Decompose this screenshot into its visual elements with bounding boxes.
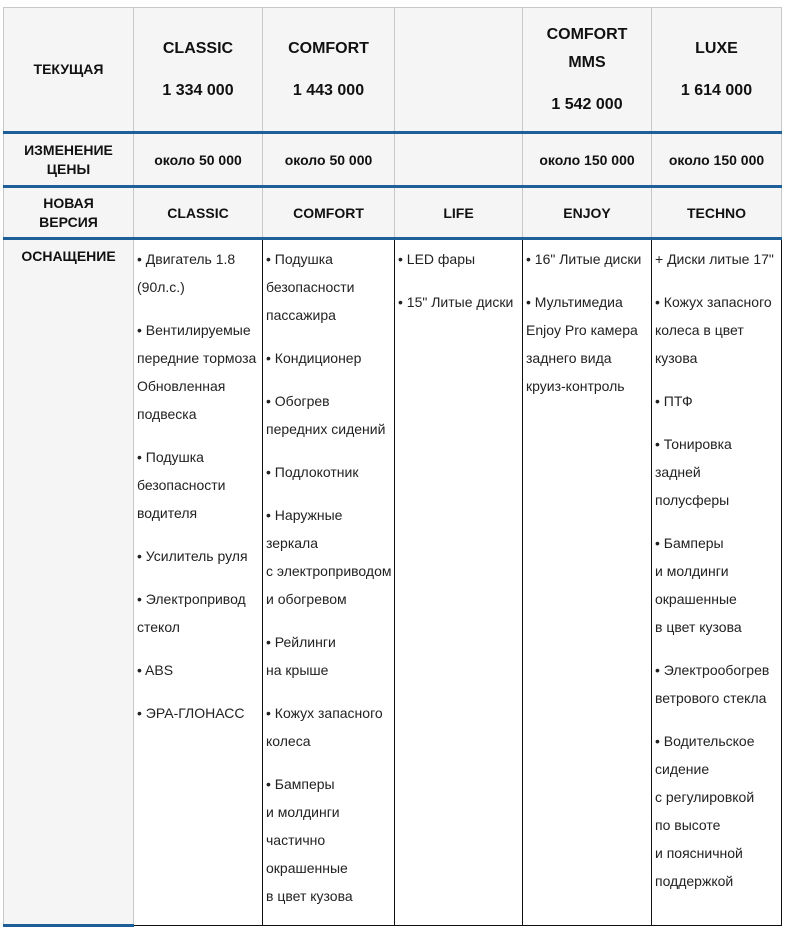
equipment-item-line: круиз-контроль xyxy=(526,378,625,394)
current-model-cell xyxy=(652,8,782,133)
equipment-cell xyxy=(134,239,263,926)
price-change-value: около 50 000 xyxy=(134,133,263,187)
equipment-item xyxy=(398,245,522,273)
equipment-item-line: • Кожух запасного xyxy=(266,705,383,721)
equipment-item-line: частично xyxy=(266,832,326,848)
equipment-item-line: кузова xyxy=(655,350,698,366)
equipment-list xyxy=(263,240,394,910)
equipment-item xyxy=(137,542,262,570)
equipment-item-line: стекол xyxy=(137,619,180,635)
equipment-item-line: • Усилитель руля xyxy=(137,548,248,564)
equipment-item-line: • Подлокотник xyxy=(266,464,359,480)
equipment-item-line: • 15" Литые диски xyxy=(398,294,514,310)
label-line: ВЕРСИЯ xyxy=(39,213,98,230)
equipment-item-line: и поясничной xyxy=(655,845,743,861)
new-version-name: LIFE xyxy=(395,187,523,239)
equipment-item-line: • Мультимедиа xyxy=(526,294,623,310)
equipment-item xyxy=(526,288,651,400)
equipment-item-line: задней xyxy=(655,464,701,480)
new-version-label xyxy=(4,194,133,232)
equipment-item-line: • ЭРА-ГЛОНАСС xyxy=(137,705,245,721)
equipment-item-line: • Обогрев xyxy=(266,393,330,409)
equipment-item-line: • Кондиционер xyxy=(266,350,362,366)
equipment-item xyxy=(526,245,651,273)
equipment-cell xyxy=(523,239,652,926)
equipment-item-line: • Тонировка xyxy=(655,436,732,452)
equipment-item-line: • Подушка xyxy=(137,449,204,465)
equipment-list xyxy=(523,240,651,400)
equipment-item-line: • Двигатель 1.8 xyxy=(137,251,236,267)
new-version-row xyxy=(4,187,782,239)
equipment-item xyxy=(655,529,781,641)
equipment-item xyxy=(266,387,394,443)
equipment-item-line: с электроприводом xyxy=(266,563,392,579)
new-version-name: ENJOY xyxy=(523,187,652,239)
equipment-item xyxy=(137,443,262,527)
label-line: ИЗМЕНЕНИЕ xyxy=(24,141,113,158)
equipment-item-line: колеса в цвет xyxy=(655,322,744,338)
equipment-item-line: в цвет кузова xyxy=(266,888,353,904)
equipment-item-line: подвеска xyxy=(137,406,197,422)
equipment-item-line: • Водительское xyxy=(655,733,755,749)
equipment-list xyxy=(395,240,522,316)
model-name: LUXE xyxy=(695,39,738,57)
equipment-cell xyxy=(395,239,523,926)
equipment-item-line: с регулировкой xyxy=(655,789,755,805)
equipment-item-line: + Диски литые 17" xyxy=(655,251,774,267)
equipment-item-line: и обогревом xyxy=(266,591,347,607)
equipment-list xyxy=(134,240,262,727)
label-line: ЦЕНЫ xyxy=(46,160,91,177)
equipment-item xyxy=(655,656,781,712)
price-change-label xyxy=(4,141,133,179)
equipment-item xyxy=(266,770,394,910)
equipment-item-line: зеркала xyxy=(266,535,319,551)
equipment-cell xyxy=(263,239,395,926)
equipment-item-line: окрашенные xyxy=(266,860,348,876)
equipment-item xyxy=(655,727,781,895)
equipment-item-line: (90л.с.) xyxy=(137,279,185,295)
equipment-item-line: по высоте xyxy=(655,817,721,833)
equipment-item xyxy=(137,316,262,428)
equipment-item xyxy=(655,288,781,372)
equipment-item-line: • ПТФ xyxy=(655,393,693,409)
equipment-item xyxy=(266,458,394,486)
equipment-item xyxy=(398,288,522,316)
model-name: COMFORT xyxy=(288,39,369,57)
equipment-item xyxy=(655,245,781,273)
equipment-item-line: передних сидений xyxy=(266,421,386,437)
equipment-item-line: ветрового стекла xyxy=(655,690,767,706)
equipment-item-line: • 16" Литые диски xyxy=(526,251,642,267)
equipment-item-line: водителя xyxy=(137,505,198,521)
equipment-item-line: поддержкой xyxy=(655,873,734,889)
equipment-item-line: и молдинги xyxy=(266,804,340,820)
equipment-item-line: полусферы xyxy=(655,492,730,508)
equipment-item-line: • Рейлинги xyxy=(266,634,336,650)
price-change-value: около 150 000 xyxy=(523,133,652,187)
equipment-item xyxy=(266,344,394,372)
equipment-item-line: безопасности xyxy=(266,279,355,295)
equipment-item-line: окрашенные xyxy=(655,591,737,607)
equipment-item xyxy=(137,245,262,301)
model-name: CLASSIC xyxy=(162,39,234,57)
equipment-item xyxy=(655,387,781,415)
equipment-cell xyxy=(652,239,782,926)
equipment-item xyxy=(266,699,394,755)
equipment-item-line: в цвет кузова xyxy=(655,619,742,635)
equipment-item-line: и молдинги xyxy=(655,563,729,579)
equipment-item-line: безопасности xyxy=(137,477,226,493)
equipment-item-line: • Электропривод xyxy=(137,591,246,607)
model-name: COMFORT xyxy=(546,25,628,43)
equipment-item-line: • Подушка xyxy=(266,251,333,267)
new-version-name: CLASSIC xyxy=(134,187,263,239)
equipment-item xyxy=(137,585,262,641)
model-price: 1 334 000 xyxy=(162,81,234,99)
new-version-name: TECHNO xyxy=(652,187,782,239)
equipment-item xyxy=(266,501,394,613)
equipment-item xyxy=(266,628,394,684)
equipment-item-line: пассажира xyxy=(266,307,336,323)
current-version-label: ТЕКУЩАЯ xyxy=(33,61,104,77)
equipment-item-line: Enjoy Pro камера xyxy=(526,322,638,338)
equipment-item xyxy=(137,656,262,684)
equipment-label-cell xyxy=(4,239,134,926)
price-change-value xyxy=(395,133,523,187)
equipment-item-line: • Электрообогрев xyxy=(655,662,770,678)
equipment-item-line: • ABS xyxy=(137,662,174,678)
price-change-label-cell xyxy=(4,133,134,187)
current-model-cell-empty xyxy=(395,8,523,133)
equipment-item-line: колеса xyxy=(266,733,311,749)
trim-comparison-table xyxy=(3,7,782,927)
equipment-item-line: Обновленная xyxy=(137,378,226,394)
new-version-label-cell xyxy=(4,187,134,239)
current-version-row xyxy=(4,8,782,133)
equipment-item-line: на крыше xyxy=(266,662,329,678)
equipment-item-line: • Вентилируемые xyxy=(137,322,251,338)
equipment-item xyxy=(655,430,781,514)
equipment-item-line: • Кожух запасного xyxy=(655,294,772,310)
equipment-item-line: сидение xyxy=(655,761,710,777)
label-line: НОВАЯ xyxy=(43,194,94,211)
equipment-item-line: • Бамперы xyxy=(266,776,335,792)
current-version-label-cell xyxy=(4,8,134,133)
equipment-label: ОСНАЩЕНИЕ xyxy=(21,248,116,264)
price-change-row xyxy=(4,133,782,187)
current-model-cell xyxy=(134,8,263,133)
model-price: 1 542 000 xyxy=(551,95,623,113)
current-model-cell xyxy=(523,8,652,133)
price-change-value: около 50 000 xyxy=(263,133,395,187)
equipment-item-line: • Наружные xyxy=(266,507,343,523)
equipment-list xyxy=(652,240,781,895)
model-price: 1 614 000 xyxy=(680,81,753,99)
equipment-item-line: передние тормоза xyxy=(137,350,257,366)
equipment-row xyxy=(4,239,782,926)
model-price: 1 443 000 xyxy=(292,81,365,99)
equipment-item xyxy=(266,245,394,329)
current-model-cell xyxy=(263,8,395,133)
model-name-line2: MMS xyxy=(568,53,606,71)
equipment-item xyxy=(137,699,262,727)
equipment-item-line: • LED фары xyxy=(398,251,476,267)
equipment-item-line: заднего вида xyxy=(526,350,612,366)
new-version-name: COMFORT xyxy=(263,187,395,239)
price-change-value: около 150 000 xyxy=(652,133,782,187)
equipment-item-line: • Бамперы xyxy=(655,535,724,551)
